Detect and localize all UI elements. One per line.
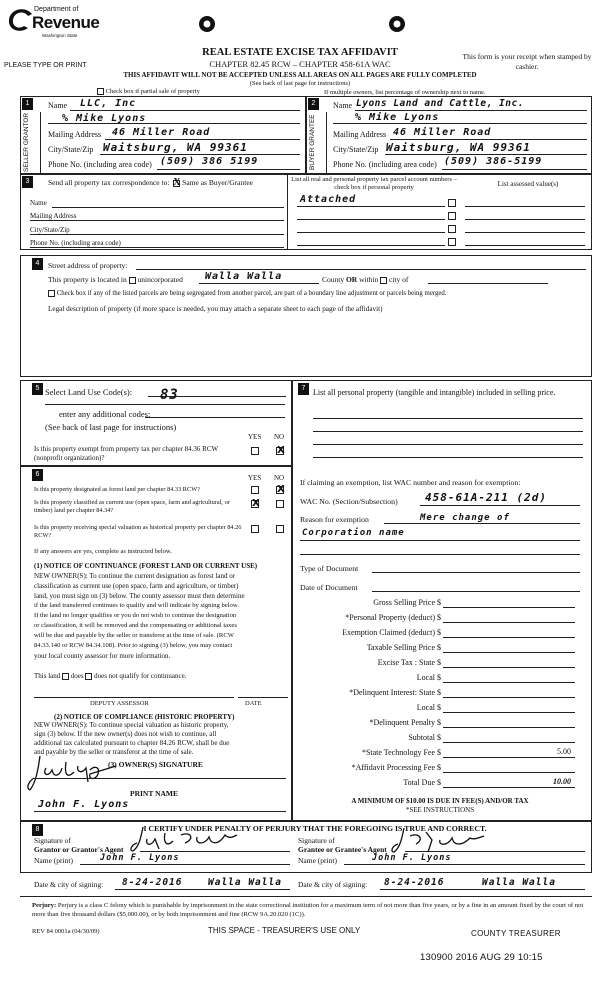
fee-label: *State Technology Fee [361, 748, 435, 757]
current-use-question: Is this property classified as current use (open space, farm and agricultural, or timber) land per chapter 84.34? [34, 499, 230, 514]
fee-line [443, 787, 575, 788]
fee-line [443, 637, 575, 638]
parcel-2-checkbox[interactable] [448, 212, 456, 220]
county-treasurer-text: COUNTY TREASURER [471, 929, 561, 938]
grantee-date-value[interactable]: 8-24-2016 [384, 877, 445, 888]
fee-label: Excise Tax : State [377, 658, 435, 667]
unincorporated-checkbox[interactable] [129, 277, 136, 284]
grantor-sig-label-b: Grantor or Grantor's Agent [34, 845, 124, 854]
county-value[interactable]: Walla Walla [205, 271, 283, 282]
dollar-sign: $ [437, 703, 441, 712]
type-doc-label: Type of Document [300, 564, 359, 573]
fee-row [305, 703, 575, 716]
fee-line [443, 727, 575, 728]
treasurer-stamp: 130900 2016 AUG 29 10:15 [420, 952, 543, 963]
does-not-checkbox[interactable] [85, 673, 92, 680]
seller-name-value[interactable]: LLC, Inc [80, 98, 137, 109]
please-type-text: PLEASE TYPE OR PRINT [4, 62, 87, 69]
segregated-row [48, 290, 447, 297]
grantee-signature-icon [380, 826, 500, 856]
section-4-box [20, 255, 592, 377]
fee-label: Local [416, 673, 435, 682]
s5-yes-label: YES [248, 433, 262, 441]
section-1-number: 1 [22, 98, 33, 110]
print-name-label: PRINT NAME [130, 789, 178, 798]
buyer-city-label: City/State/Zip [333, 145, 379, 154]
warning-text: THIS AFFIDAVIT WILL NOT BE ACCEPTED UNLESS ALL AREAS ON ALL PAGES ARE FULLY COMPLETED [123, 71, 477, 79]
seller-side-label: SELLER GRANTOR [23, 112, 30, 172]
forest-no-checkbox[interactable] [276, 486, 284, 494]
exempt-no-checkbox[interactable] [276, 447, 284, 455]
dollar-sign: $ [437, 688, 441, 697]
partial-sale-label: Check box if partial sale of property [105, 88, 200, 95]
dollar-sign: $ [437, 733, 441, 742]
additional-codes-label: enter any additional codes: [59, 409, 151, 419]
dollar-sign: $ [437, 748, 441, 757]
grantor-date-label: Date & city of signing: [34, 880, 104, 889]
dollar-sign: $ [437, 673, 441, 682]
wac-value[interactable]: 458-61A-211 (2d) [425, 491, 547, 504]
forest-question: Is this property designated as forest land per chapter 84.33 RCW? [34, 486, 200, 493]
fee-row [305, 748, 575, 761]
s3-mailing-label: Mailing Address [30, 212, 77, 220]
receipt-note: This form is your receipt when stamped by cashier. [462, 52, 592, 71]
buyer-mailing-label: Mailing Address [333, 130, 387, 139]
fee-row [305, 598, 575, 611]
fee-line [443, 742, 575, 743]
fee-row [305, 613, 575, 626]
owner-signature-label: (3) OWNER(S) SIGNATURE [108, 760, 203, 769]
multiple-owners-text: If multiple owners, list percentage of ownership next to name. [324, 89, 486, 96]
buyer-name2-value[interactable]: % Mike Lyons [355, 112, 440, 123]
notice2-b: sign (3) below. If the new owner(s) does not wish to continue, all [34, 730, 217, 738]
dollar-sign: $ [437, 643, 441, 652]
grantor-sig-label-a: Signature of [34, 836, 71, 845]
deputy-assessor-label: DEPUTY ASSESSOR [90, 700, 149, 707]
grantor-name-value[interactable]: John F. Lyons [100, 853, 180, 863]
buyer-name-label: Name [333, 101, 353, 110]
fee-line [443, 682, 575, 683]
reason-line1-value[interactable]: Mere change of [420, 513, 510, 523]
dollar-sign: $ [437, 763, 441, 772]
same-as-buyer-label: Same as Buyer/Grantee [182, 178, 253, 187]
unincorporated-label: unincorporated [137, 275, 183, 284]
notice1-c: land, you must sign on (3) below. The county assessor must then determine [34, 592, 245, 600]
fee-line [443, 772, 575, 773]
see-instructions-note: *SEE INSTRUCTIONS [405, 806, 475, 814]
parcel-3-checkbox[interactable] [448, 225, 456, 233]
fee-row [305, 628, 575, 641]
fee-label: *Affidavit Processing Fee [351, 763, 435, 772]
buyer-name-value[interactable]: Lyons Land and Cattle, Inc. [356, 98, 524, 109]
dollar-sign: $ [437, 628, 441, 637]
fee-label: Gross Selling Price [373, 598, 435, 607]
qualify-label: qualify for continuance. [119, 672, 187, 680]
parcel-1-checkbox[interactable] [448, 199, 456, 207]
land-use-value[interactable]: 83 [160, 387, 179, 403]
s3-phone-label: Phone No. (including area code) [30, 239, 121, 247]
county-label: County [322, 275, 345, 284]
notice1-title: (1) NOTICE OF CONTINUANCE (FOREST LAND OR CURRENT USE) [34, 562, 258, 570]
fee-label: Subtotal [408, 733, 435, 742]
fee-row [305, 733, 575, 746]
punch-hole-left-icon [198, 15, 216, 33]
treasurer-use-text: THIS SPACE - TREASURER'S USE ONLY [208, 926, 361, 935]
seller-mailing-value[interactable]: 46 Miller Road [112, 127, 211, 138]
owner-signature-icon [26, 752, 126, 794]
buyer-city-value[interactable]: Waitsburg, WA 99361 [386, 141, 531, 154]
notice1-b: classification as current use (open space, farm and agriculture, or timber) [34, 582, 239, 590]
grantee-date-label: Date & city of signing: [298, 880, 368, 889]
section-3-number: 3 [22, 176, 33, 188]
fee-row [305, 643, 575, 656]
assessed-header: List assessed value(s) [497, 180, 559, 188]
seller-phone-value[interactable]: (509) 386 5199 [160, 156, 259, 167]
fee-line [443, 697, 575, 698]
fee-line [443, 652, 575, 653]
form-chapter: CHAPTER 82.45 RCW – CHAPTER 458-61A WAC [209, 59, 391, 69]
punch-hole-right-icon [388, 15, 406, 33]
section-2-number: 2 [308, 98, 319, 110]
fee-row [305, 763, 575, 776]
minimum-fee-note: A MINIMUM OF $10.00 IS DUE IN FEE(S) AND/OR TAX [351, 797, 529, 805]
this-land-label: This land [34, 672, 61, 680]
logo-state-text: Washington State [42, 33, 78, 38]
notice1-f: or classification, it will be removed and the compensating or additional taxes [34, 622, 237, 629]
seller-mailing-label: Mailing Address [48, 130, 102, 139]
fee-label: *Delinquent Penalty [369, 718, 435, 727]
fee-line [443, 607, 575, 608]
fee-label: *Personal Property (deduct) [345, 613, 435, 622]
buyer-phone-label: Phone No. (including area code) [333, 160, 437, 169]
located-row [48, 275, 183, 284]
same-as-buyer-checkbox[interactable]: X [173, 176, 181, 188]
notice2-c: additional tax calculated pursuant to chapter 84.26 RCW, shall be due [34, 739, 230, 747]
dollar-sign: $ [437, 658, 441, 667]
send-correspondence-row [48, 178, 253, 187]
parcel-4-checkbox[interactable] [448, 238, 456, 246]
see-back-text: (See back of last page for instructions) [249, 80, 351, 87]
or-label: OR [345, 275, 358, 284]
notice1-i: your local county assessor for more information. [34, 652, 171, 660]
historic-question: Is this property receiving special valuation as historical property per chapter 84.26 RCW? [34, 524, 242, 539]
perjury-body: Perjury is a class C felony which is punishable by imprisonment in the state correctional institution for a maximum term of not more than five years, or by a fine in an amount fixed by the court of not more than five thousand dollars ($5,000.00), or by both imprisonment and fine (RCW 9A.20.020 (1C)). [32, 902, 584, 918]
seller-name2-value[interactable]: % Mike Lyons [62, 113, 147, 124]
historic-yes-checkbox[interactable] [251, 525, 259, 533]
grantee-name-value[interactable]: John F. Lyons [372, 853, 452, 863]
logo-dept-text: Department of [34, 6, 79, 13]
grantee-name-label: Name (print) [298, 856, 337, 865]
fee-row [305, 778, 575, 791]
located-label: This property is located in [48, 275, 127, 284]
deputy-date-label: DATE [245, 700, 262, 707]
grantor-signature-icon [125, 825, 245, 855]
exempt-question: Is this property exempt from property tax per chapter 84.36 RCW (nonprofit organization)? [34, 445, 218, 462]
dollar-sign: $ [437, 718, 441, 727]
section-8-number: 8 [32, 824, 43, 836]
current-use-yes-checkbox[interactable] [251, 500, 259, 508]
exemption-label: If claiming an exemption, list WAC number and reason for exemption: [300, 478, 521, 487]
grantee-city-value[interactable]: Walla Walla [482, 877, 556, 888]
perjury-label: Perjury: [32, 902, 57, 909]
fee-row [305, 718, 575, 731]
dollar-sign: $ [437, 613, 441, 622]
fee-label: Total Due [403, 778, 435, 787]
buyer-mailing-value[interactable]: 46 Miller Road [393, 127, 492, 138]
notice1-d: if the land transferred continues to qualify and will indicate by signing below. [34, 602, 239, 609]
s5-no-label: NO [274, 433, 285, 441]
within-label: within [359, 275, 379, 284]
does-not-label: does not [94, 672, 118, 680]
form-title: REAL ESTATE EXCISE TAX AFFIDAVIT [202, 47, 398, 58]
city-of-label: city of [389, 275, 409, 284]
notice1-a: NEW OWNER(S): To continue the current designation as forest land or [34, 572, 236, 580]
forest-yes-checkbox[interactable] [251, 486, 259, 494]
fee-row [305, 688, 575, 701]
partial-sale-checkbox[interactable] [97, 88, 104, 95]
fee-label: Local [416, 703, 435, 712]
department-logo [4, 6, 104, 46]
wac-label: WAC No. (Section/Subsection) [300, 497, 398, 506]
partial-sale-row [97, 88, 200, 95]
section-7-number: 7 [298, 383, 309, 395]
seller-city-value[interactable]: Waitsburg, WA 99361 [103, 141, 248, 154]
fee-row [305, 673, 575, 686]
fee-label: Taxable Selling Price [366, 643, 435, 652]
current-use-no-checkbox[interactable] [276, 500, 284, 508]
legal-description-label: Legal description of property (if more space is needed, you may attach a separate sheet to each page of the affidavit) [48, 305, 383, 313]
s6-yes-label: YES [248, 474, 262, 482]
section-4-number: 4 [32, 258, 43, 270]
logo-name-text: Revenue [32, 13, 100, 32]
notice2-d: and payable by the seller or transferor at the time of sale. [34, 748, 194, 756]
rev-number: REV 84 0001a (04/30/09) [32, 928, 100, 935]
printed-name-value[interactable]: John F. Lyons [38, 799, 130, 810]
exempt-yes-checkbox[interactable] [251, 447, 259, 455]
county-row [322, 275, 408, 284]
dollar-sign: $ [437, 778, 441, 787]
land-use-label: Select Land Use Code(s): [45, 387, 133, 397]
parcel-header: List all real and personal property tax parcel account numbers – check box if personal property [291, 176, 457, 191]
date-doc-label: Date of Document [300, 583, 358, 592]
fee-label: Exemption Claimed (deduct) [342, 628, 435, 637]
fee-line [443, 712, 575, 713]
grantee-sig-label-a: Signature of [298, 836, 335, 845]
grantor-name-label: Name (print) [34, 856, 73, 865]
continuance-row [34, 672, 186, 680]
notice2-title: (2) NOTICE OF COMPLIANCE (HISTORIC PROPERTY) [54, 713, 235, 721]
if-yes-text: If any answers are yes, complete as instructed below. [34, 548, 172, 555]
grantor-date-value[interactable]: 8-24-2016 [122, 877, 183, 888]
does-label: does [70, 672, 84, 680]
send-correspondence-label: Send all property tax correspondence to: [48, 178, 170, 187]
personal-property-label: List all personal property (tangible and intangible) included in selling price. [313, 388, 556, 397]
perjury-text [32, 901, 584, 919]
fee-row [305, 658, 575, 671]
fee-line [443, 757, 575, 758]
seller-phone-label: Phone No. (including area code) [48, 160, 152, 169]
city-of-checkbox[interactable] [380, 277, 387, 284]
buyer-side-label: BUYER GRANTEE [309, 114, 316, 170]
seller-name-label: Name [48, 101, 68, 110]
segregated-checkbox[interactable] [48, 290, 55, 297]
grantor-city-value[interactable]: Walla Walla [208, 877, 282, 888]
s3-name-label: Name [30, 199, 47, 207]
fee-label: *Delinquent Interest: State [349, 688, 435, 697]
does-checkbox[interactable] [62, 673, 69, 680]
dollar-sign: $ [437, 598, 441, 607]
fee-value[interactable]: 10.00 [553, 777, 571, 786]
buyer-phone-value[interactable]: (509) 386-5199 [444, 156, 543, 167]
notice1-g: will be due and payable by the seller or transferor at the time of sale. (RCW [34, 632, 234, 639]
segregated-label: Check box if any of the listed parcels are being segregated from another parcel, are part of a boundary line adjustment or parcels being merged. [56, 290, 447, 298]
reason-line2-value[interactable]: Corporation name [302, 528, 405, 538]
notice1-e: If the land no longer qualifies or you do not wish to continue the designation [34, 612, 237, 619]
street-label: Street address of property: [48, 261, 128, 270]
parcel-value[interactable]: Attached [300, 194, 357, 205]
fee-line [443, 667, 575, 668]
fee-line [443, 622, 575, 623]
notice2-a: NEW OWNER(S): To continue special valuation as historic property, [34, 721, 229, 729]
section-5-number: 5 [32, 383, 43, 395]
s6-no-label: NO [274, 474, 285, 482]
reason-label: Reason for exemption [300, 515, 369, 524]
certify-text: I CERTIFY UNDER PENALTY OF PERJURY THAT THE FOREGOING IS TRUE AND CORRECT. [143, 824, 487, 833]
section-6-number: 6 [32, 469, 43, 481]
fee-value[interactable]: 5.00 [557, 747, 571, 756]
seller-city-label: City/State/Zip [48, 145, 94, 154]
historic-no-checkbox[interactable] [276, 525, 284, 533]
s3-city-label: City/State/Zip [30, 226, 70, 234]
s5-see-back: (See back of last page for instructions) [45, 422, 177, 432]
grantee-sig-label-b: Grantee or Grantee's Agent [298, 845, 387, 854]
notice1-h: 84.33.140 or RCW 84.34.108). Prior to signing (3) below, you may contact [34, 642, 233, 649]
